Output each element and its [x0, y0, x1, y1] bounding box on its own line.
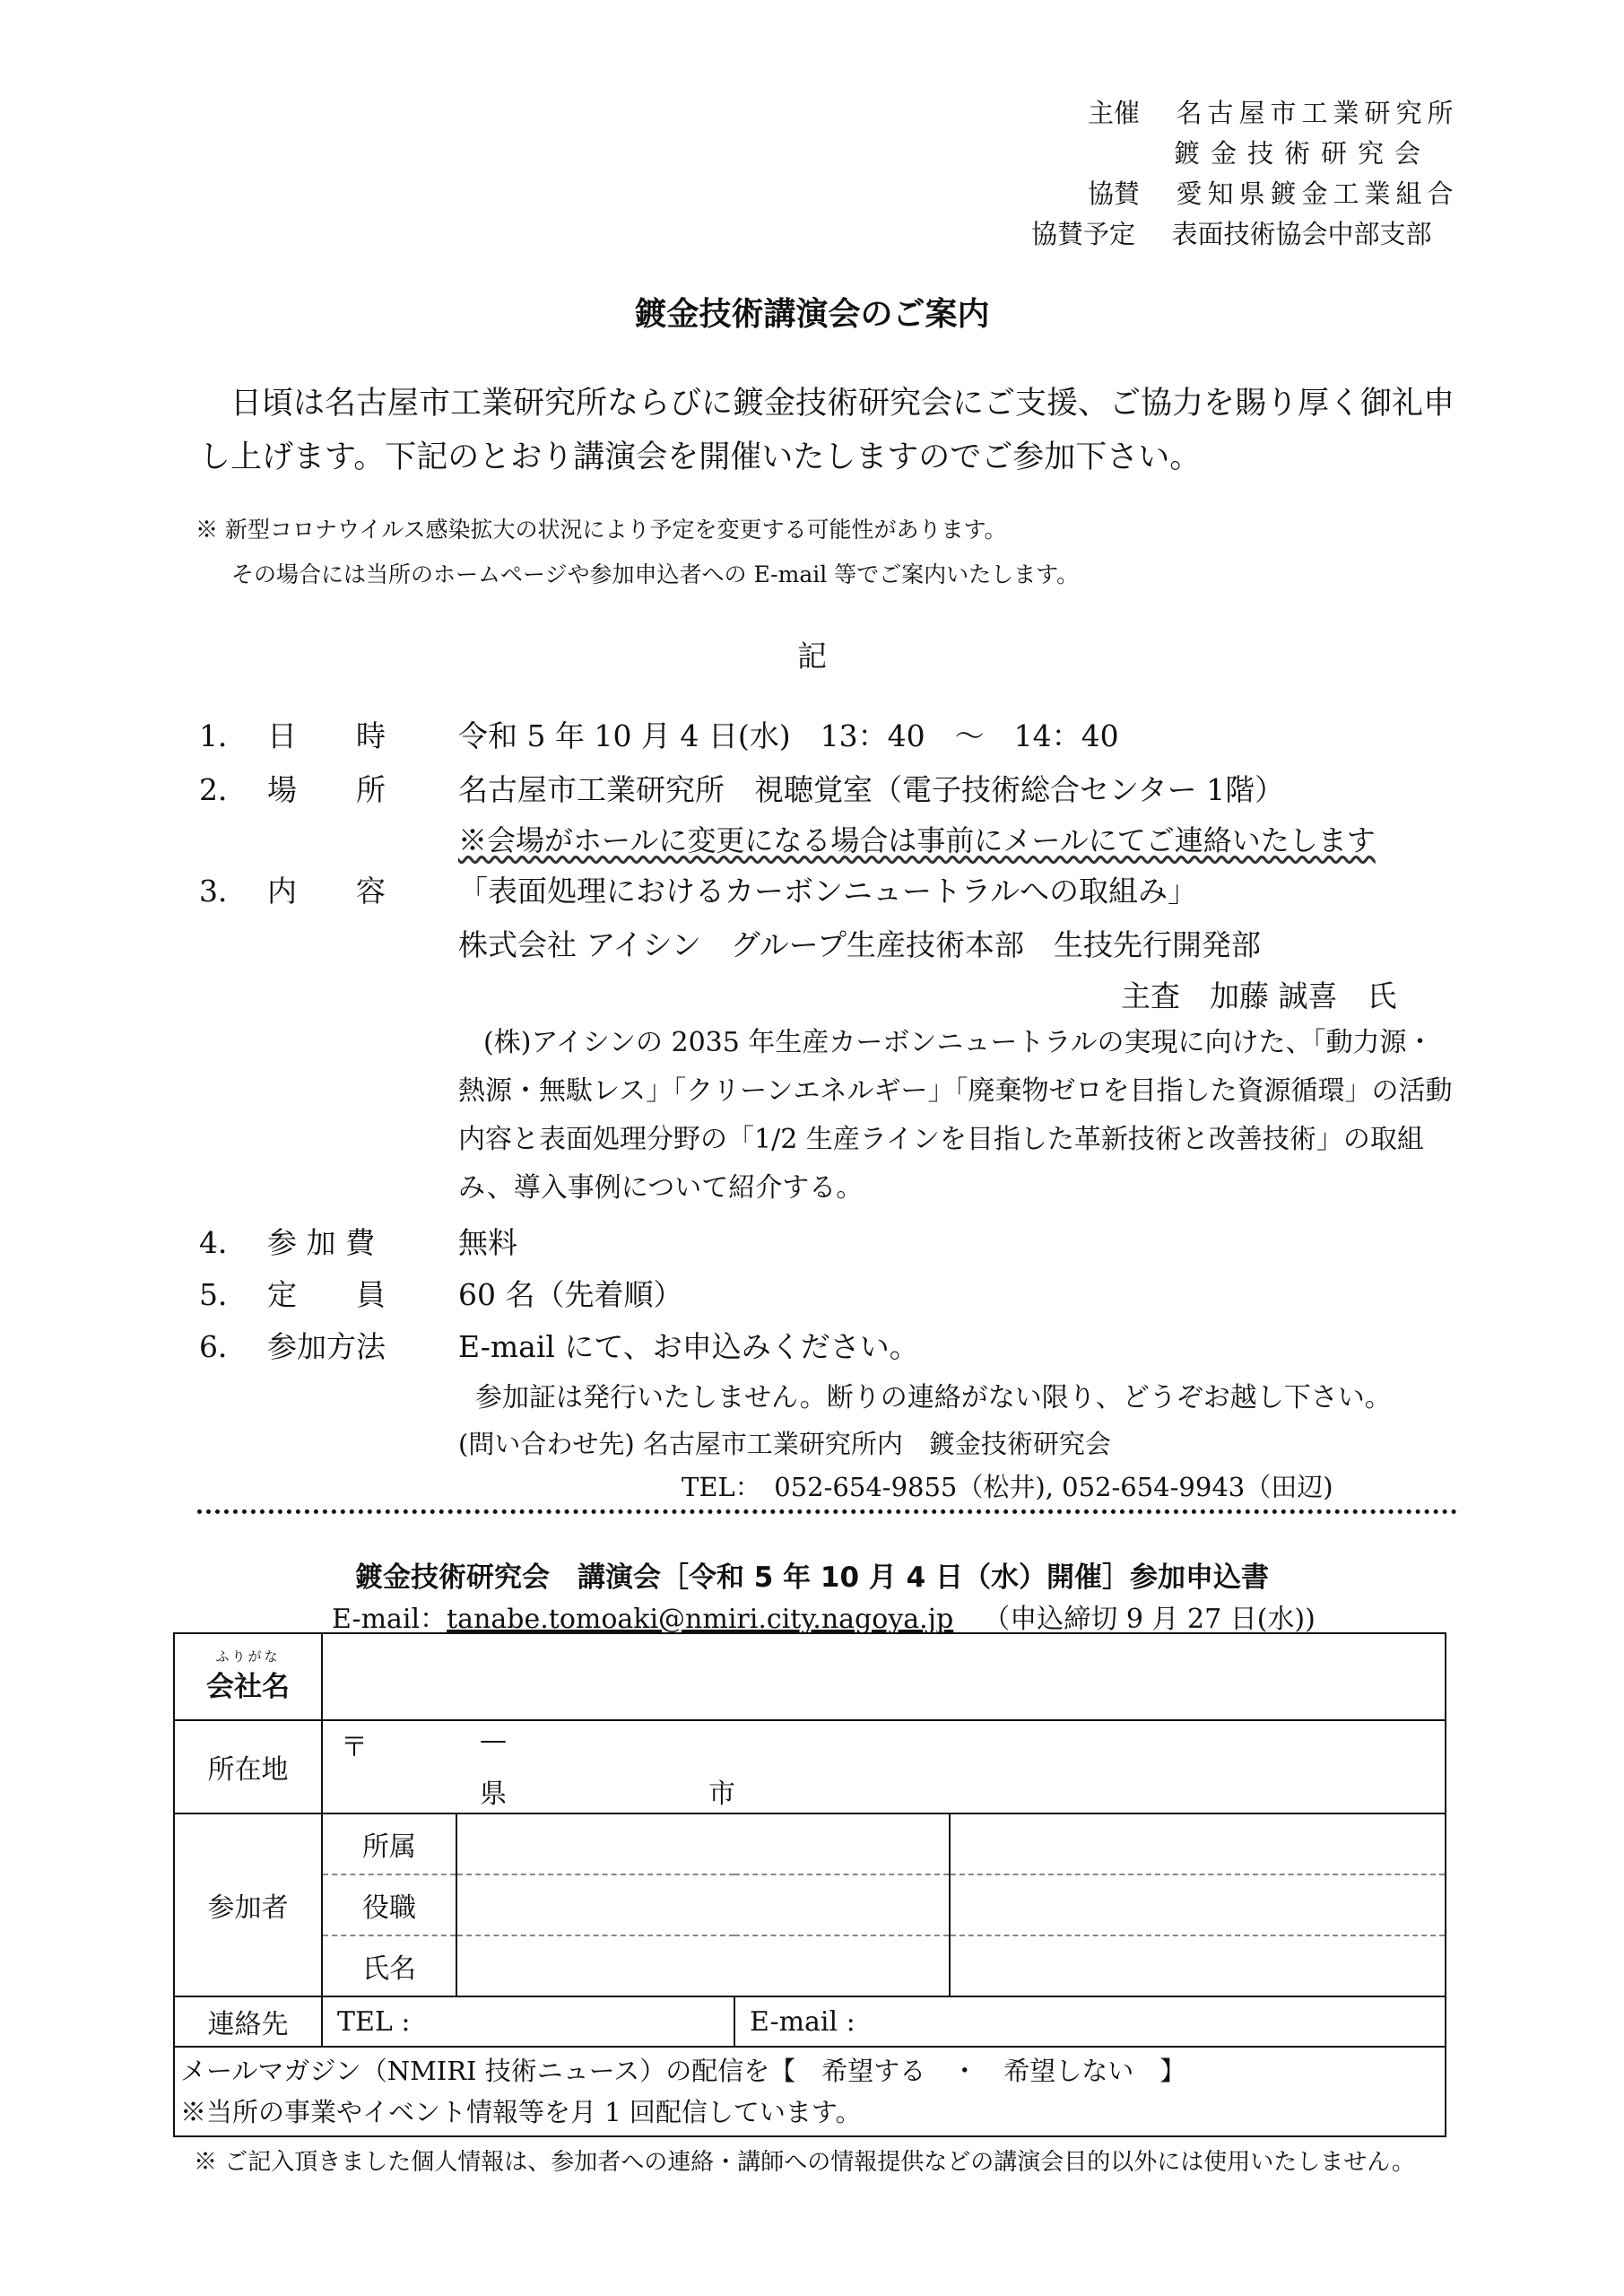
item-value: 無料 [458, 1225, 517, 1260]
sponsor-row [1088, 178, 1459, 209]
item-number: 1． [199, 718, 248, 753]
email-link[interactable]: tanabe.tomoaki@nmiri.city.nagoya.jp [447, 1604, 954, 1635]
application-form [173, 1632, 1446, 2137]
participant-name-row [174, 1935, 1446, 1996]
sponsor-name: 愛知県鍍金工業組合 [1176, 178, 1459, 209]
item-label: 内 容 [267, 874, 386, 909]
dept-input-2[interactable] [950, 1813, 1446, 1874]
participant-label: 参加者 [174, 1813, 322, 1996]
tel-label: TEL : [337, 2005, 411, 2038]
host-name-2: 鍍金技術研究会 [1174, 138, 1432, 169]
host-name-1: 名古屋市工業研究所 [1176, 98, 1459, 128]
postal-mark: 〒 [341, 1732, 368, 1763]
item-value: 60 名（先着順） [458, 1277, 683, 1312]
company-row [174, 1633, 1446, 1720]
magazine-row [174, 2047, 1446, 2136]
notice-text-2: その場合には当所のホームページや参加申込者への E-mail 等でご案内いたします。 [231, 561, 1080, 587]
email-prefix: E-mail： [332, 1604, 447, 1635]
ki-heading: 記 [797, 639, 827, 674]
planned-sponsor-row [1031, 219, 1432, 249]
planned-name: 表面技術協会中部支部 [1171, 219, 1432, 249]
participant-position-row [174, 1874, 1446, 1935]
magazine-choice[interactable]: メールマガジン（NMIRI 技術ニュース）の配信を【 希望する ・ 希望しない 】 [180, 2056, 1186, 2086]
company-label-cell [174, 1633, 322, 1720]
privacy-footnote: ※ ご記入頂きました個人情報は、参加者への連絡・講師への情報提供などの講演会目的以外には使用いたしません。 [194, 2149, 1415, 2176]
host-row [1088, 100, 1458, 126]
method-note: 参加証は発行いたしません。断りの連絡がない限り、どうぞお越し下さい。 [475, 1382, 1392, 1413]
item-label: 参 加 費 [267, 1225, 375, 1260]
notice-line-1 [195, 508, 1487, 552]
tel-input[interactable] [322, 1996, 734, 2047]
item-number: 6． [199, 1329, 248, 1364]
email-input[interactable] [734, 1996, 1446, 2047]
furigana-label: ふりがな [215, 1648, 281, 1665]
position-input-1[interactable] [456, 1874, 950, 1935]
method-tel: TEL： 052-654-9855（松井), 052-654-9943（田辺) [682, 1472, 1333, 1502]
item-value: 名古屋市工業研究所 視聴覚室（電子技術総合センター 1階） [458, 772, 1285, 807]
item-label: 日 時 [267, 718, 386, 753]
method-contact: (問い合わせ先) 名古屋市工業研究所内 鍍金技術研究会 [458, 1429, 1111, 1459]
content-speaker: 主査 加藤 誠喜 氏 [1121, 978, 1397, 1013]
postal-dash: — [480, 1725, 507, 1756]
contact-row [174, 1996, 1446, 2047]
city-label: 市 [708, 1779, 735, 1810]
address-row [174, 1720, 1446, 1813]
magazine-note: ※当所の事業やイベント情報等を月 1 回配信しています。 [180, 2097, 862, 2127]
host-row-2 [1174, 138, 1432, 169]
planned-label: 協賛予定 [1031, 219, 1136, 249]
sponsor-label: 協賛 [1088, 178, 1141, 209]
email-label: E-mail : [750, 2005, 855, 2038]
item-label: 定 員 [267, 1277, 386, 1312]
content-topic: 「表面処理におけるカーボンニュートラルへの取組み」 [458, 874, 1198, 909]
place-note-text: ※会場がホールに変更になる場合は事前にメールにてご連絡いたします [458, 823, 1376, 857]
item-number: 4． [199, 1225, 248, 1260]
prefecture-label: 県 [480, 1779, 507, 1810]
dept-input-1[interactable] [456, 1813, 950, 1874]
place-note [458, 818, 1376, 859]
notice-text-1: 新型コロナウイルス感染拡大の状況により予定を変更する可能性があります。 [224, 517, 1007, 543]
dept-label: 所属 [322, 1813, 456, 1874]
notice [195, 508, 1487, 597]
participant-dept-row [174, 1813, 1446, 1874]
page-title: 鍍金技術講演会のご案内 [634, 296, 990, 333]
position-input-2[interactable] [950, 1874, 1446, 1935]
address-input[interactable] [322, 1720, 1446, 1813]
host-label: 主催 [1088, 98, 1141, 128]
intro-paragraph: 日頃は名古屋市工業研究所ならびに鍍金技術研究会にご支援、ご協力を賜り厚く御礼申し上げます。下記のとおり講演会を開催いたしますのでご参加下さい。 [199, 386, 1455, 475]
company-label: 会社名 [206, 1670, 290, 1703]
item-number: 3． [199, 874, 248, 909]
item-number: 2． [199, 772, 248, 807]
cut-line-divider [197, 1509, 1457, 1514]
form-title: 鍍金技術研究会 講演会［令和 5 年 10 月 4 日（水）開催］参加申込書 [354, 1561, 1270, 1594]
item-value: E-mail にて、お申込みください。 [458, 1329, 919, 1364]
item-label: 参加方法 [267, 1329, 386, 1364]
item-value: 令和 5 年 10 月 4 日(水) 13：40 ～ 14：40 [458, 718, 1119, 753]
item-number: 5． [199, 1277, 248, 1312]
contact-label: 連絡先 [174, 1996, 322, 2047]
content-description: (株)アイシンの 2035 年生産カーボンニュートラルの実現に向けた、「動力源・熱源・無駄レス」「クリーンエネルギー」「廃棄物ゼロを目指した資源循環」の活動内容と表面処理分野の「1/2 生産ラインを目指した革新技術と改善技術」の取組み、導入事例について紹介する。 [458, 1027, 1453, 1204]
magazine-cell [174, 2047, 1446, 2136]
notice-mark: ※ [195, 517, 219, 543]
deadline: （申込締切 9 月 27 日(水)) [983, 1604, 1316, 1635]
company-input[interactable] [322, 1633, 1446, 1720]
name-input-1[interactable] [456, 1935, 950, 1996]
name-label: 氏名 [322, 1935, 456, 1996]
content-company: 株式会社 アイシン グループ生産技術本部 生技先行開発部 [458, 927, 1262, 962]
item-label: 場 所 [267, 772, 386, 807]
form-email-line [332, 1596, 1316, 1636]
position-label: 役職 [322, 1874, 456, 1935]
name-input-2[interactable] [950, 1935, 1446, 1996]
address-label: 所在地 [174, 1720, 322, 1813]
